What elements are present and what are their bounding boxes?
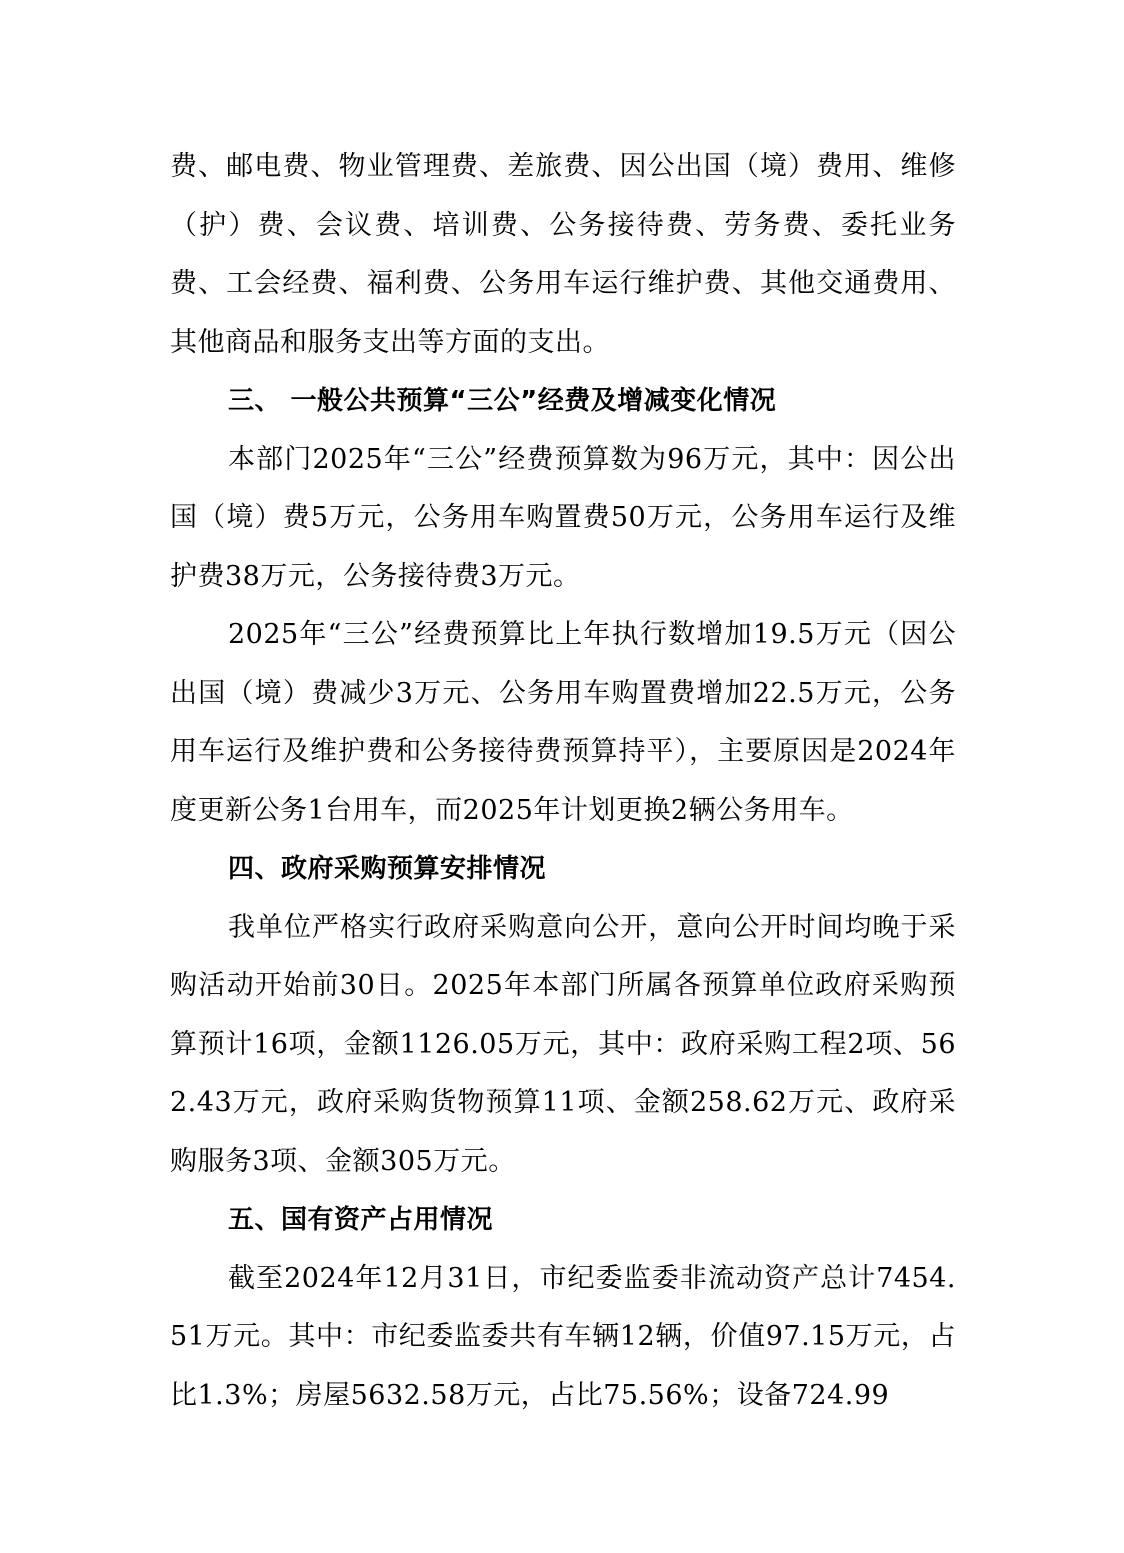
section-five-heading: 五、国有资产占用情况: [228, 1205, 494, 1235]
section-four-heading: 四、政府采购预算安排情况: [228, 854, 547, 884]
three-public-change-paragraph: 2025年“三公”经费预算比上年执行数增加19.5万元（因公出国（境）费减少3万元、公务用车购置费增加22.5万元，公务用车运行及维护费和公务接待费预算持平），主要原因是2024年度更新公务1台用车，而2025年计划更换2辆公务用车。: [170, 619, 956, 826]
document-page: [170, 138, 956, 1425]
state-assets-paragraph: 截至2024年12月31日，市纪委监委非流动资产总计7454.51万元。其中：市纪委监委共有车辆12辆，价值97.15万元，占比1.3%；房屋5632.58万元，占比75.56%；设备724.99: [170, 1262, 956, 1411]
procurement-paragraph: 我单位严格实行政府采购意向公开，意向公开时间均晚于采购活动开始前30日。2025年本部门所属各预算单位政府采购预算预计16项，金额1126.05万元，其中：政府采购工程2项、562.43万元，政府采购货物预算11项、金额258.62万元、政府采购服务3项、金额305万元。: [170, 911, 956, 1177]
section-three-heading: 三、 一般公共预算“三公”经费及增减变化情况: [228, 386, 777, 416]
expense-list-paragraph: 费、邮电费、物业管理费、差旅费、因公出国（境）费用、维修（护）费、会议费、培训费、公务接待费、劳务费、委托业务费、工会经费、福利费、公务用车运行维护费、其他交通费用、其他商品和服务支出等方面的支出。: [170, 151, 956, 358]
three-public-budget-paragraph: 本部门2025年“三公”经费预算数为96万元，其中：因公出国（境）费5万元，公务用车购置费50万元，公务用车运行及维护费38万元，公务接待费3万元。: [170, 443, 956, 592]
